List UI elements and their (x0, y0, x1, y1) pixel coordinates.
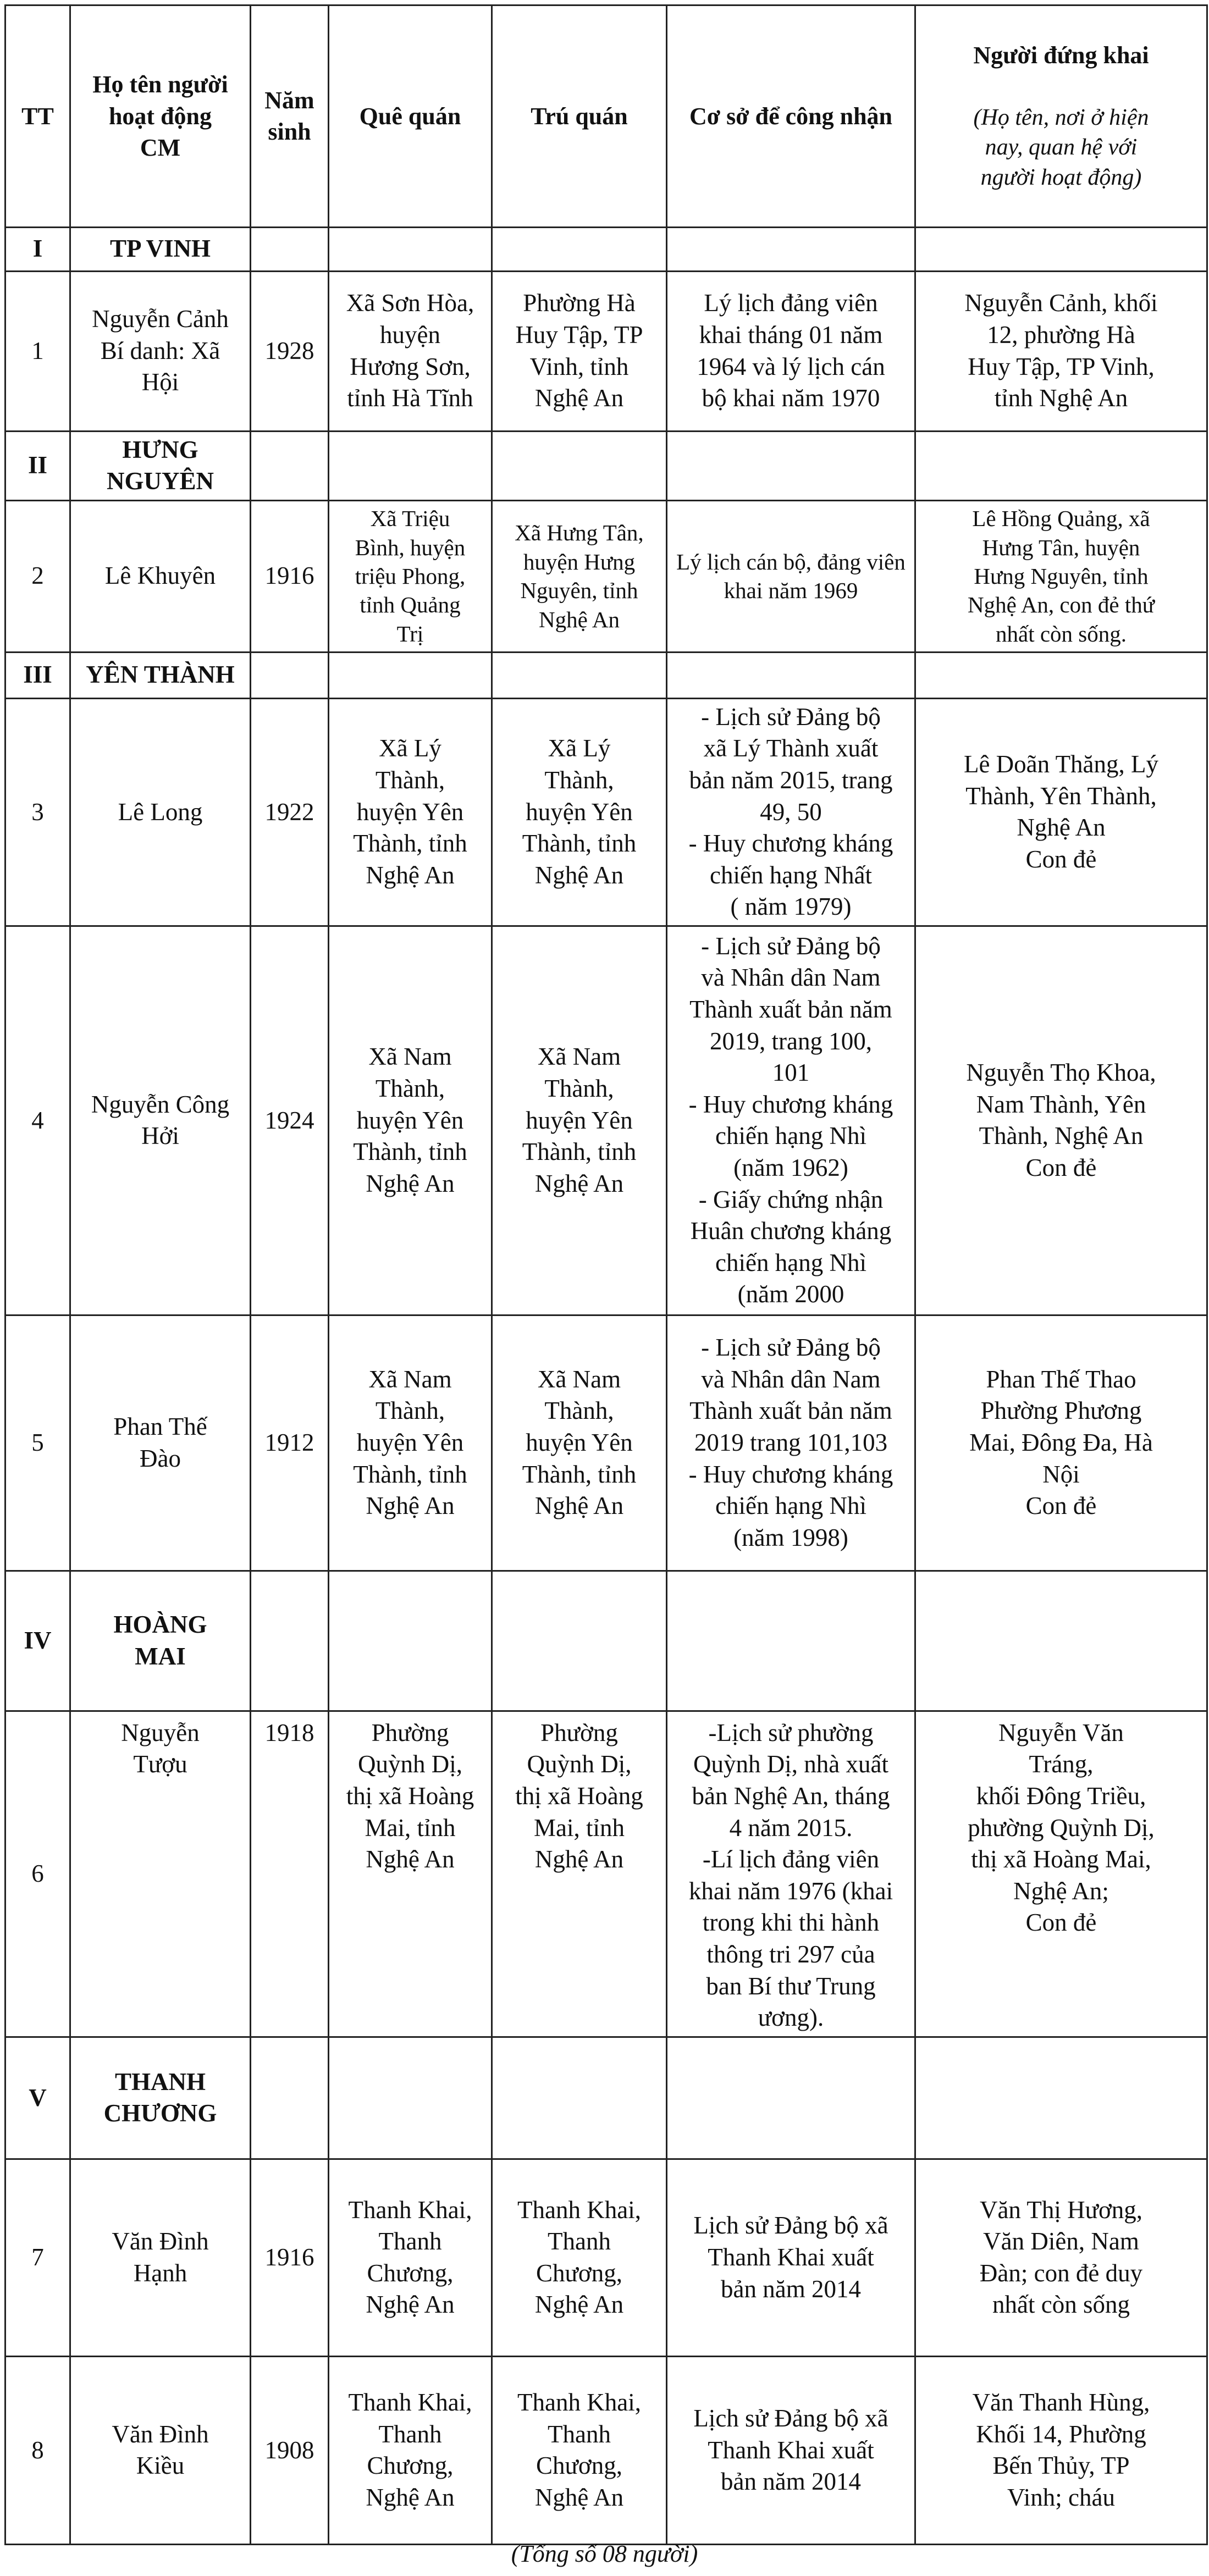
person-residence: Xã Lý Thành, huyện Yên Thành, tỉnh Nghệ An (492, 698, 667, 926)
person-row (5, 1315, 1207, 1571)
person-row (5, 271, 1207, 431)
person-residence: Phường Quỳnh Dị, thị xã Hoàng Mai, tỉnh Nghệ An (492, 1711, 667, 2037)
person-name: Nguyễn Công Hởi (70, 926, 251, 1315)
person-birth-year: 1908 (251, 2356, 329, 2544)
header-birth-year: Năm sinh (251, 5, 329, 228)
person-tt: 3 (5, 698, 70, 926)
person-tt: 2 (5, 500, 70, 652)
person-birth-year: 1916 (251, 500, 329, 652)
person-declarant: Lê Hồng Quảng, xã Hưng Tân, huyện Hưng Nguyên, tỉnh Nghệ An, con đẻ thứ nhất còn sống. (915, 500, 1207, 652)
header-declarant-title: Người đứng khai (973, 42, 1149, 69)
person-tt: 4 (5, 926, 70, 1315)
person-basis: - Lịch sử Đảng bộ xã Lý Thành xuất bản năm 2015, trang 49, 50 - Huy chương kháng chiến hạng Nhất ( năm 1979) (667, 698, 915, 926)
section-name: TP VINH (70, 227, 251, 271)
header-row (5, 5, 1207, 228)
total-count-footer: (Tổng số 08 người) (511, 2540, 698, 2567)
header-declarant-note: (Họ tên, nơi ở hiện nay, quan hệ với người hoạt động) (973, 104, 1149, 190)
section-number: II (5, 431, 70, 500)
person-hometown: Xã Lý Thành, huyện Yên Thành, tỉnh Nghệ An (329, 698, 492, 926)
person-residence: Thanh Khai, Thanh Chương, Nghệ An (492, 2356, 667, 2544)
section-name: HƯNG NGUYÊN (70, 431, 251, 500)
person-residence: Xã Hưng Tân, huyện Hưng Nguyên, tỉnh Nghệ An (492, 500, 667, 652)
person-row (5, 698, 1207, 926)
person-birth-year: 1916 (251, 2159, 329, 2356)
header-hometown: Quê quán (329, 5, 492, 228)
person-residence: Thanh Khai, Thanh Chương, Nghệ An (492, 2159, 667, 2356)
person-basis: - Lịch sử Đảng bộ và Nhân dân Nam Thành xuất bản năm 2019 trang 101,103 - Huy chương kháng chiến hạng Nhì (năm 1998) (667, 1315, 915, 1571)
person-basis: Lý lịch đảng viên khai tháng 01 năm 1964 và lý lịch cán bộ khai năm 1970 (667, 271, 915, 431)
header-declarant (915, 5, 1207, 228)
person-row (5, 500, 1207, 652)
person-tt: 6 (5, 1711, 70, 2037)
person-hometown: Xã Triệu Bình, huyện triệu Phong, tỉnh Quảng Trị (329, 500, 492, 652)
person-hometown: Phường Quỳnh Dị, thị xã Hoàng Mai, tỉnh Nghệ An (329, 1711, 492, 2037)
person-birth-year: 1912 (251, 1315, 329, 1571)
person-residence: Xã Nam Thành, huyện Yên Thành, tỉnh Nghệ An (492, 926, 667, 1315)
person-basis: Lịch sử Đảng bộ xã Thanh Khai xuất bản năm 2014 (667, 2159, 915, 2356)
person-row (5, 926, 1207, 1315)
header-residence: Trú quán (492, 5, 667, 228)
person-hometown: Thanh Khai, Thanh Chương, Nghệ An (329, 2356, 492, 2544)
person-hometown: Xã Sơn Hòa, huyện Hương Sơn, tỉnh Hà Tĩnh (329, 271, 492, 431)
person-row (5, 2159, 1207, 2356)
person-row (5, 2356, 1207, 2544)
person-tt: 7 (5, 2159, 70, 2356)
person-name: Nguyễn Cảnh Bí danh: Xã Hội (70, 271, 251, 431)
section-number: III (5, 652, 70, 698)
person-declarant: Phan Thế Thao Phường Phương Mai, Đông Đa, Hà Nội Con đẻ (915, 1315, 1207, 1571)
person-declarant: Nguyễn Cảnh, khối 12, phường Hà Huy Tập, TP Vinh, tỉnh Nghệ An (915, 271, 1207, 431)
section-row (5, 652, 1207, 698)
person-declarant: Lê Doãn Thăng, Lý Thành, Yên Thành, Nghệ An Con đẻ (915, 698, 1207, 926)
header-basis: Cơ sở để công nhận (667, 5, 915, 228)
person-basis: Lý lịch cán bộ, đảng viên khai năm 1969 (667, 500, 915, 652)
person-residence: Xã Nam Thành, huyện Yên Thành, tỉnh Nghệ An (492, 1315, 667, 1571)
person-basis: Lịch sử Đảng bộ xã Thanh Khai xuất bản năm 2014 (667, 2356, 915, 2544)
personnel-table (4, 4, 1208, 2545)
person-name: Lê Long (70, 698, 251, 926)
section-row (5, 1571, 1207, 1711)
person-birth-year: 1922 (251, 698, 329, 926)
person-name: Nguyễn Tượu (70, 1711, 251, 2037)
person-name: Văn Đình Kiều (70, 2356, 251, 2544)
person-declarant: Văn Thị Hương, Văn Diên, Nam Đàn; con đẻ duy nhất còn sống (915, 2159, 1207, 2356)
section-row (5, 2037, 1207, 2159)
section-number: V (5, 2037, 70, 2159)
person-birth-year: 1928 (251, 271, 329, 431)
section-name: HOÀNG MAI (70, 1571, 251, 1711)
header-name: Họ tên người hoạt động CM (70, 5, 251, 228)
person-birth-year: 1918 (251, 1711, 329, 2037)
person-tt: 8 (5, 2356, 70, 2544)
section-number: IV (5, 1571, 70, 1711)
header-tt: TT (5, 5, 70, 228)
person-declarant: Nguyễn Thọ Khoa, Nam Thành, Yên Thành, Nghệ An Con đẻ (915, 926, 1207, 1315)
person-name: Văn Đình Hạnh (70, 2159, 251, 2356)
person-tt: 1 (5, 271, 70, 431)
person-hometown: Thanh Khai, Thanh Chương, Nghệ An (329, 2159, 492, 2356)
person-declarant: Nguyễn Văn Tráng, khối Đông Triều, phường Quỳnh Dị, thị xã Hoàng Mai, Nghệ An; Con đẻ (915, 1711, 1207, 2037)
person-tt: 5 (5, 1315, 70, 1571)
person-birth-year: 1924 (251, 926, 329, 1315)
person-hometown: Xã Nam Thành, huyện Yên Thành, tỉnh Nghệ An (329, 926, 492, 1315)
person-basis: -Lịch sử phường Quỳnh Dị, nhà xuất bản Nghệ An, tháng 4 năm 2015. -Lí lịch đảng viên khai năm 1976 (khai trong khi thi hành thông tri 297 của ban Bí thư Trung ương). (667, 1711, 915, 2037)
person-residence: Phường Hà Huy Tập, TP Vinh, tỉnh Nghệ An (492, 271, 667, 431)
person-row (5, 1711, 1207, 2037)
person-hometown: Xã Nam Thành, huyện Yên Thành, tỉnh Nghệ An (329, 1315, 492, 1571)
person-declarant: Văn Thanh Hùng, Khối 14, Phường Bến Thủy, TP Vinh; cháu (915, 2356, 1207, 2544)
section-name: YÊN THÀNH (70, 652, 251, 698)
section-row (5, 431, 1207, 500)
section-name: THANH CHƯƠNG (70, 2037, 251, 2159)
section-row (5, 227, 1207, 271)
person-name: Phan Thế Đào (70, 1315, 251, 1571)
section-number: I (5, 227, 70, 271)
person-basis: - Lịch sử Đảng bộ và Nhân dân Nam Thành xuất bản năm 2019, trang 100, 101 - Huy chương kháng chiến hạng Nhì (năm 1962) - Giấy chứng nhận Huân chương kháng chiến hạng Nhì (năm 2000 (667, 926, 915, 1315)
person-name: Lê Khuyên (70, 500, 251, 652)
